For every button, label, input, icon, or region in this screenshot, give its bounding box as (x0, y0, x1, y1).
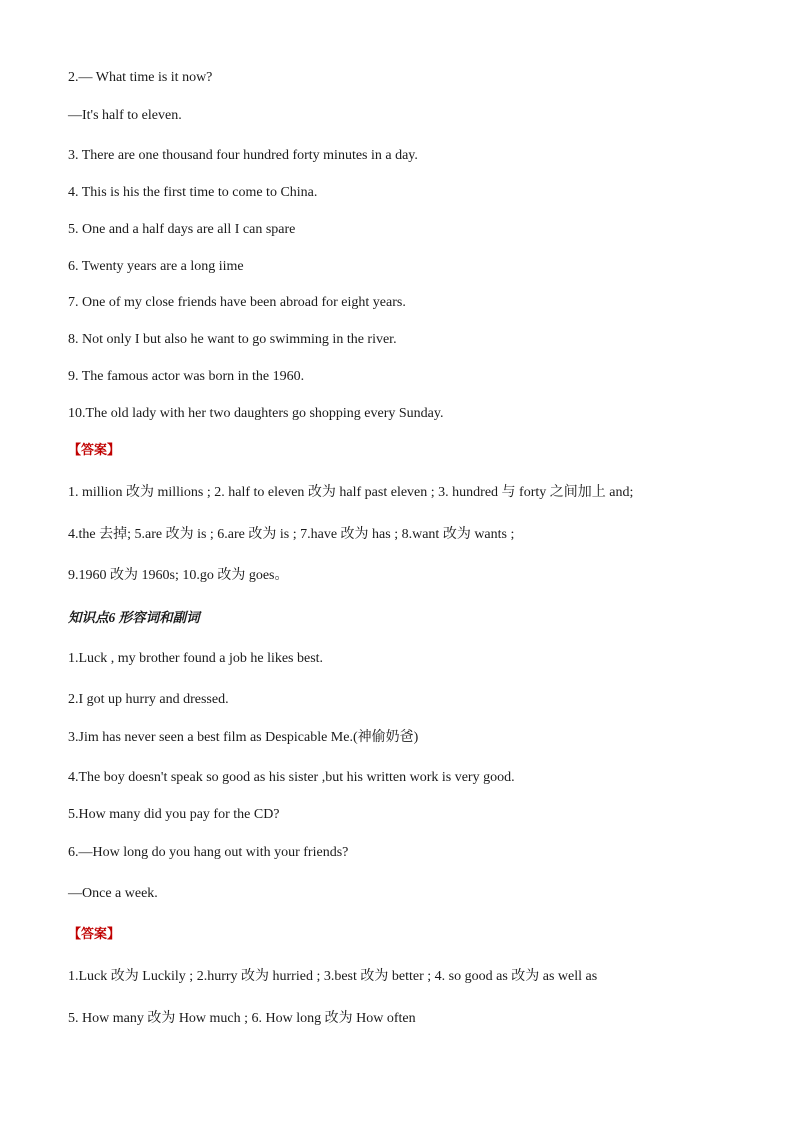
question-line: 2.I got up hurry and dressed. (68, 692, 229, 707)
question-line: 4. This is his the first time to come to China. (68, 185, 318, 200)
answer-line: 4.the 去掉; 5.are 改为 is ; 6.are 改为 is ; 7.have 改为 has ; 8.want 改为 wants ; (68, 527, 515, 542)
question-line: 9. The famous actor was born in the 1960. (68, 369, 305, 384)
question-line: 4.The boy doesn't speak so good as his sister ,but his written work is very good. (68, 770, 515, 785)
question-line: 6. Twenty years are a long iime (68, 259, 244, 274)
question-line: —It's half to eleven. (68, 108, 182, 123)
answer-label: 【答案】 (68, 927, 121, 942)
question-line: 3.Jim has never seen a best film as Despicable Me.(神偷奶爸) (68, 730, 419, 745)
answer-line: 9.1960 改为 1960s; 10.go 改为 goes。 (68, 568, 289, 583)
question-line: 6.—How long do you hang out with your friends? (68, 845, 349, 860)
question-line: 8. Not only I but also he want to go swimming in the river. (68, 332, 397, 347)
question-line: —Once a week. (68, 886, 158, 901)
question-line: 3. There are one thousand four hundred forty minutes in a day. (68, 148, 418, 163)
answer-line: 1.Luck 改为 Luckily ; 2.hurry 改为 hurried ; 3.best 改为 better ; 4. so good as 改为 as well as (68, 969, 598, 984)
answer-label: 【答案】 (68, 443, 121, 458)
question-line: 10.The old lady with her two daughters go shopping every Sunday. (68, 406, 444, 421)
answer-line: 5. How many 改为 How much ; 6. How long 改为 How often (68, 1011, 416, 1026)
question-line: 2.— What time is it now? (68, 70, 213, 85)
question-line: 5.How many did you pay for the CD? (68, 807, 280, 822)
question-line: 1.Luck , my brother found a job he likes best. (68, 651, 324, 666)
question-line: 7. One of my close friends have been abroad for eight years. (68, 295, 406, 310)
answer-line: 1. million 改为 millions ; 2. half to eleven 改为 half past eleven ; 3. hundred 与 forty 之间加上 and; (68, 485, 634, 500)
section-heading: 知识点6 形容词和副词 (68, 610, 200, 625)
question-line: 5. One and a half days are all I can spare (68, 222, 296, 237)
